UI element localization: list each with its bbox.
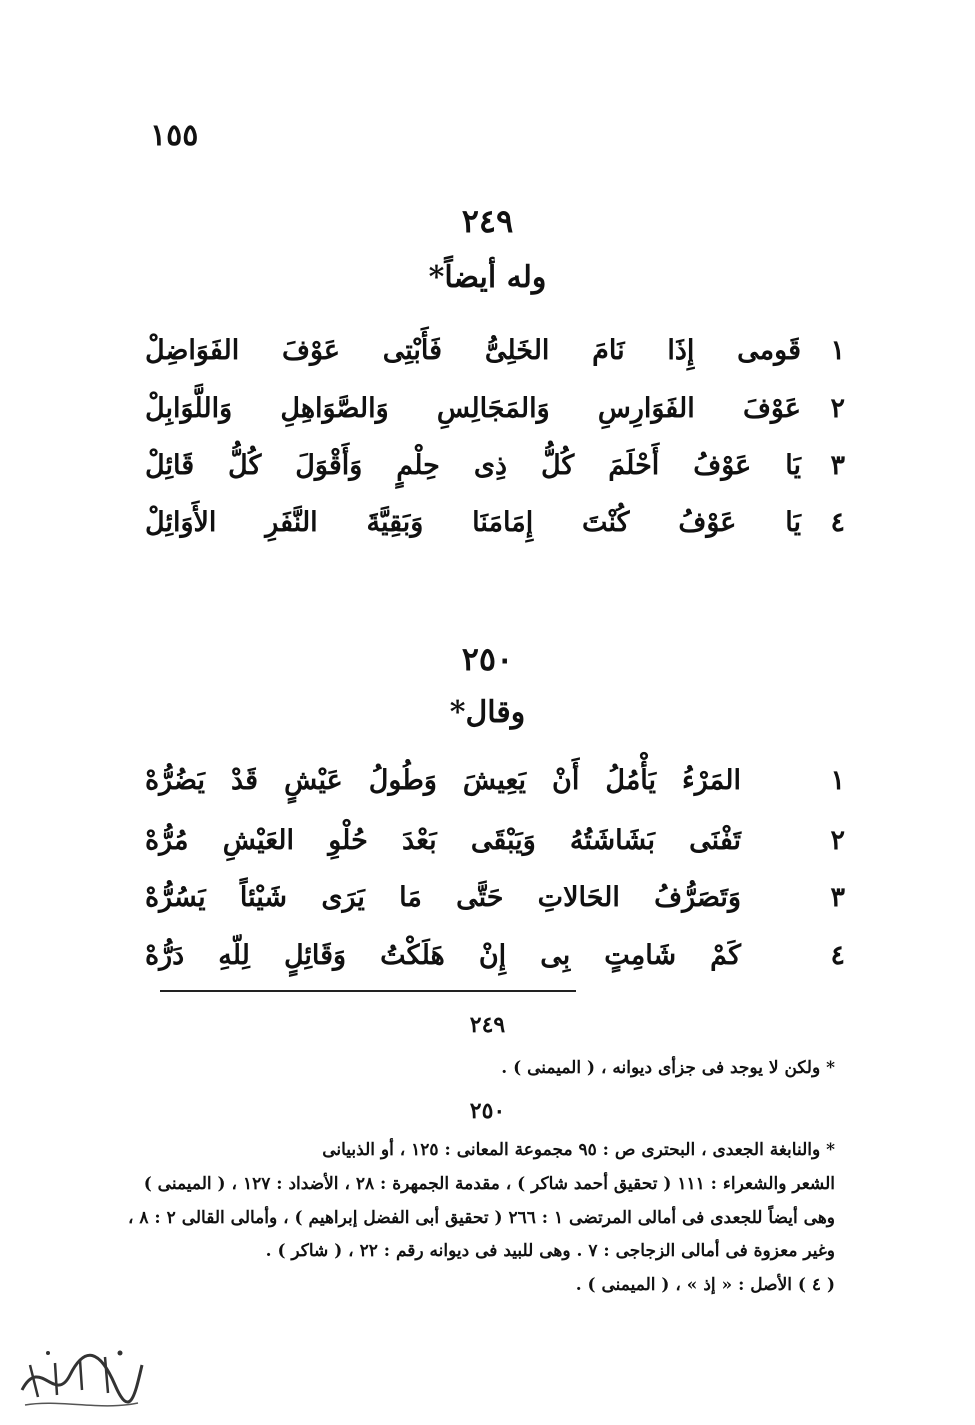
page-number: ١٥٥	[150, 118, 199, 153]
poem-title: وله أيضاً*	[428, 260, 547, 295]
footnote-line: الشعر والشعراء : ١١١ ( تحقيق أحمد شاكر ) ، مقدمة الجمهرة : ٢٨ ، الأضداد : ١٢٧ ، ( الميمنى )	[143, 1174, 835, 1194]
calligraphy-stamp-logo	[10, 1335, 150, 1415]
verse-text: كَمْ شَامِتٍ بِى إِنْ هَلَكْتُ وَقَائِلٍ لِلّهِ دَرُّهْ	[145, 939, 741, 971]
footnote-separator	[160, 990, 576, 992]
verse-number: ١	[830, 334, 845, 366]
poem-number: ٢٤٩	[461, 202, 514, 240]
verse-line	[145, 497, 845, 547]
verse-text: عَوْفَ الفَوَارِسِ وَالمَجَالِسِ وَالصَّوَاهِلِ وَاللَّوَابِلْ	[145, 392, 801, 424]
footnote-heading: ٢٤٩	[469, 1012, 506, 1038]
verse-text: تَفْنَى بَشَاشَتُهُ وَيَبْقَى بَعْدَ حُلْوِ العَيْشِ مُرُّهْ	[145, 824, 741, 856]
verse-text: وَتَصَرُّفُ الحَالاتِ حَتَّى مَا يَرَى شَيْئاً يَسُرُّهْ	[145, 881, 741, 913]
verse-line	[145, 872, 845, 922]
verse-line	[145, 383, 845, 433]
footnote-line: ( ٤ ) الأصل : « إذ » ، ( الميمنى ) .	[575, 1275, 835, 1295]
verse-line	[145, 325, 845, 375]
footnote-line: * والنابغة الجعدى ، البحترى ص : ٩٥ مجموعة المعانى : ١٢٥ ، أو الذبيانى	[322, 1140, 835, 1160]
verse-number: ٣	[830, 881, 845, 913]
poem-title: وقال*	[449, 695, 526, 730]
verse-number: ٤	[830, 939, 845, 971]
verse-line	[145, 755, 845, 805]
verse-line	[145, 815, 845, 865]
footnote-line: * ولكن لا يوجد فى جزأى ديوانه ، ( الميمنى ) .	[501, 1058, 835, 1078]
verse-number: ٢	[830, 824, 845, 856]
verse-text: يَا عَوْفُ كُنْتَ إِمَامَنَا وَبَقِيَّةَ النَّفَرِ الأَوَائِلْ	[145, 506, 801, 538]
verse-text: المَرْءُ يَأْمُلُ أَنْ يَعِيشَ وَطُولُ عَيْشٍ قَدْ يَضُرُّهْ	[145, 764, 741, 796]
verse-number: ٤	[830, 506, 845, 538]
verse-number: ٣	[830, 449, 845, 481]
verse-number: ٢	[830, 392, 845, 424]
verse-line	[145, 440, 845, 490]
verse-text: قَومى إِذَا نَامَ الخَلِىُّ فَأَبْتِى عَوْفَ الفَوَاضِلْ	[145, 334, 801, 366]
verse-number: ١	[830, 764, 845, 796]
footnote-heading: ٢٥٠	[469, 1098, 506, 1124]
footnote-line: وهى أيضاً للجعدى فى أمالى المرتضى ١ : ٢٦٦ ( تحقيق أبى الفضل إبراهيم ) ، وأمالى القالى ٢ : ٨ ،	[127, 1208, 835, 1228]
poem-number: ٢٥٠	[461, 640, 514, 678]
verse-text: يَا عَوْفُ أَحْلَمَ كُلُّ ذِى حِلْمٍ وَأَقْوَلَ كُلُّ قَائِلْ	[145, 449, 801, 481]
verse-line	[145, 930, 845, 980]
footnote-line: وغير معزوة فى أمالى الزجاجى : ٧ . وهى للبيد فى ديوانه رقم : ٢٢ ، ( شاكر ) .	[265, 1241, 835, 1261]
